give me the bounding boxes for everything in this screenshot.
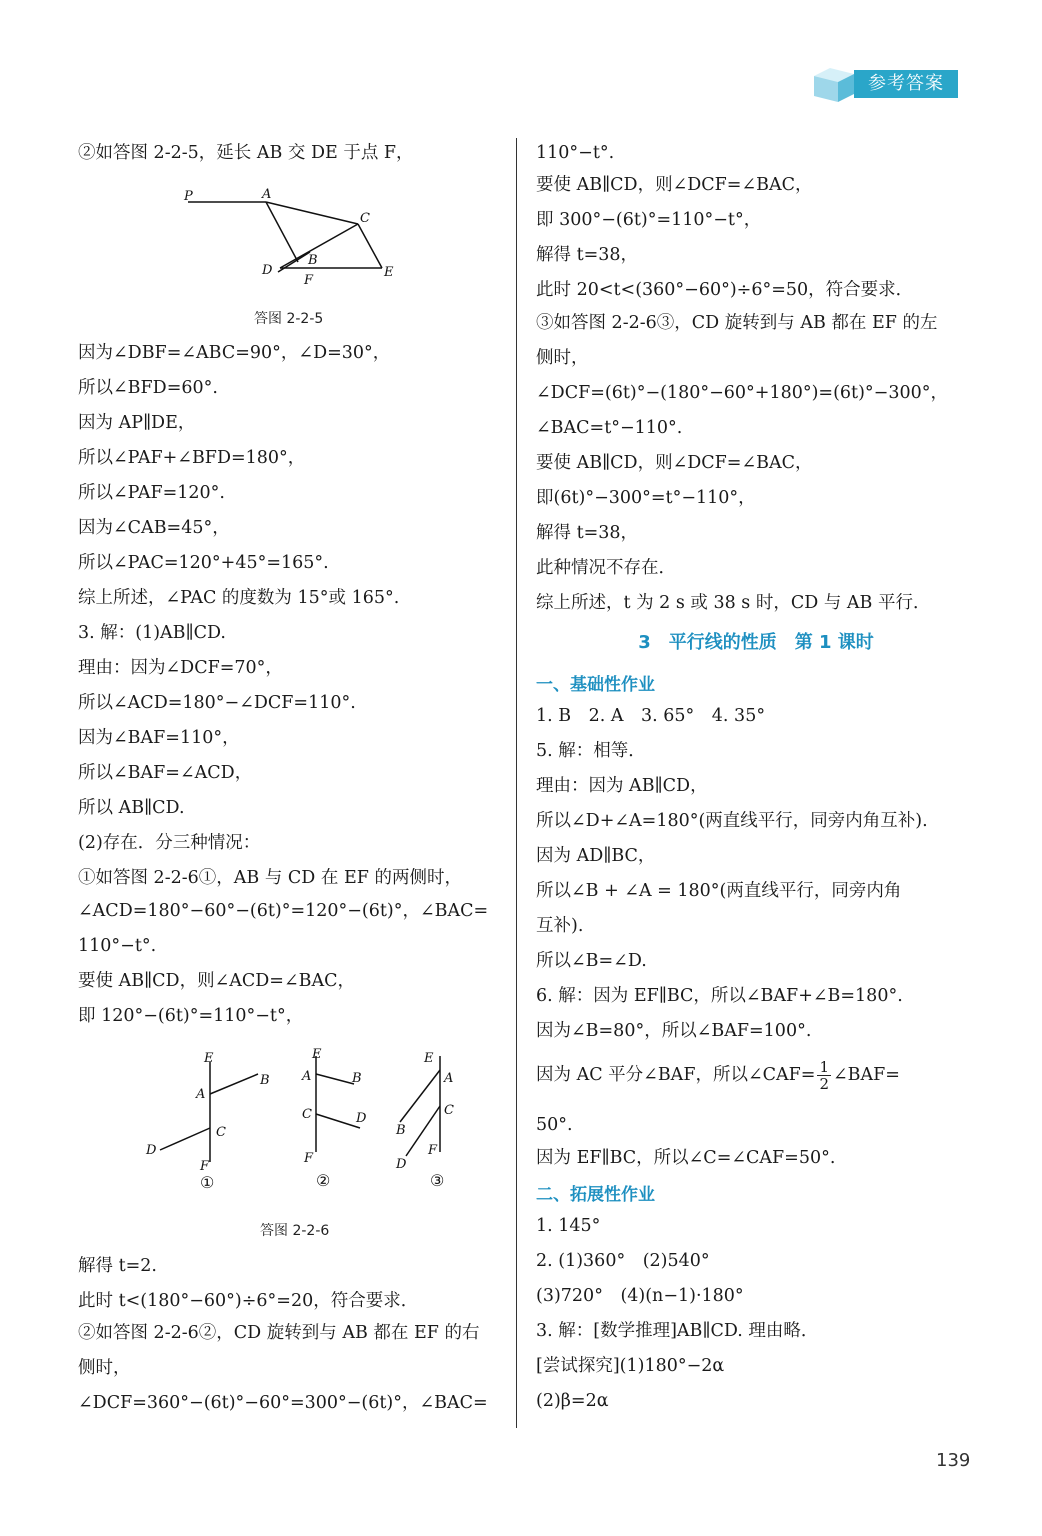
fig2-3-label-f: F — [428, 1143, 438, 1158]
left-line: 因为 AP∥DE， — [78, 413, 196, 433]
right-line: 因为 EF∥BC，所以∠C=∠CAF=50°. — [536, 1148, 836, 1168]
fig2-1-label-b: B — [260, 1073, 270, 1088]
left-line: 所以 AB∥CD. — [78, 798, 185, 818]
fig2-2-label-f: F — [304, 1151, 314, 1166]
fig2-3-number: ③ — [430, 1171, 445, 1190]
fig2-1-label-a: A — [196, 1087, 206, 1102]
right-line: 50°. — [536, 1115, 573, 1135]
page-number: 139 — [936, 1450, 971, 1471]
fig1-label-a: A — [262, 187, 272, 202]
fig1-label-p: P — [184, 189, 193, 204]
left-line: 所以∠BAF=∠ACD， — [78, 763, 253, 783]
left-line: 侧时， — [78, 1358, 131, 1378]
left-line: 所以∠PAF=120°. — [78, 483, 225, 503]
left-line: 3. 解：(1)AB∥CD. — [78, 623, 226, 643]
left-line: 此时 t<(180°−60°)÷6°=20，符合要求． — [78, 1291, 419, 1311]
right-line: 所以∠B=∠D. — [536, 951, 647, 971]
fig2-2-label-c: C — [302, 1107, 312, 1122]
fraction-post: ∠BAF= — [833, 1065, 900, 1085]
right-line: 1. B 2. A 3. 65° 4. 35° — [536, 706, 766, 726]
left-line: 因为∠DBF=∠ABC=90°，∠D=30°， — [78, 343, 391, 363]
fig2-1-number: ① — [200, 1173, 215, 1192]
badge-label: 参考答案 — [854, 70, 958, 98]
right-line: (2)β=2α — [536, 1391, 609, 1411]
fig2-3-label-a: A — [444, 1071, 454, 1086]
left-intro: ②如答图 2-2-5，延长 AB 交 DE 于点 F， — [78, 143, 414, 163]
right-line: 此时 20<t<(360°−60°)÷6°=50，符合要求． — [536, 280, 914, 300]
right-line: 所以∠B + ∠A = 180°(两直线平行，同旁内角 — [536, 881, 902, 901]
fig1-label-c: C — [360, 211, 370, 226]
fraction-line — [536, 1058, 900, 1092]
left-line: 综上所述，∠PAC 的度数为 15°或 165°. — [78, 588, 400, 608]
subsection-basic: 一、基础性作业 — [536, 675, 655, 695]
right-line: 5. 解：相等． — [536, 741, 646, 761]
fig2-1-label-e: E — [204, 1051, 214, 1066]
subsection-extended: 二、拓展性作业 — [536, 1185, 655, 1205]
figure-2-2-6 — [130, 1040, 480, 1200]
left-line: ②如答图 2-2-6②，CD 旋转到与 AB 都在 EF 的右 — [78, 1323, 480, 1343]
section-title: 3 平行线的性质 第 1 课时 — [638, 632, 874, 653]
right-line: 解得 t=38， — [536, 523, 639, 543]
left-line: 解得 t=2. — [78, 1256, 157, 1276]
left-line: 所以∠PAF+∠BFD=180°， — [78, 448, 306, 468]
fig1-label-d: D — [262, 263, 273, 278]
right-line: 因为 AD∥BC， — [536, 846, 656, 866]
right-line: ③如答图 2-2-6③，CD 旋转到与 AB 都在 EF 的左 — [536, 313, 938, 333]
column-divider — [516, 138, 517, 1428]
left-line: 即 120°−(6t)°=110°−t°， — [78, 1006, 304, 1026]
right-line: (3)720° (4)(n−1)·180° — [536, 1286, 744, 1306]
left-line: ①如答图 2-2-6①，AB 与 CD 在 EF 的两侧时， — [78, 868, 462, 888]
right-line: 要使 AB∥CD，则∠DCF=∠BAC， — [536, 453, 813, 473]
left-line: 所以∠PAC=120°+45°=165°. — [78, 553, 329, 573]
fraction-denominator: 2 — [819, 1075, 829, 1093]
left-line: 理由：因为∠DCF=70°， — [78, 658, 283, 678]
fig2-3-label-e: E — [424, 1051, 434, 1066]
left-line: (2)存在．分三种情况： — [78, 833, 261, 853]
right-line: 因为∠B=80°，所以∠BAF=100°. — [536, 1021, 812, 1041]
left-line: 要使 AB∥CD，则∠ACD=∠BAC， — [78, 971, 356, 991]
right-line: 要使 AB∥CD，则∠DCF=∠BAC， — [536, 175, 813, 195]
left-line: ∠DCF=360°−(6t)°−60°=300°−(6t)°，∠BAC= — [78, 1393, 488, 1413]
fig2-1-label-f: F — [200, 1159, 210, 1174]
right-line: 1. 145° — [536, 1216, 601, 1236]
fig1-label-e: E — [384, 265, 394, 280]
left-line: 所以∠BFD=60°. — [78, 378, 218, 398]
right-line: 即 300°−(6t)°=110°−t°， — [536, 210, 762, 230]
fig2-2-number: ② — [316, 1171, 331, 1190]
answer-key-badge — [810, 64, 960, 104]
left-line: 所以∠ACD=180°−∠DCF=110°. — [78, 693, 356, 713]
right-line: 6. 解：因为 EF∥BC，所以∠BAF+∠B=180°. — [536, 986, 903, 1006]
figure-2-2-6-caption: 答图 2-2-6 — [260, 1223, 330, 1239]
fraction — [817, 1059, 831, 1092]
right-line: ∠BAC=t°−110°. — [536, 418, 683, 438]
fig1-label-f: F — [304, 273, 314, 288]
right-line: 解得 t=38， — [536, 245, 639, 265]
fig2-2-label-a: A — [302, 1069, 312, 1084]
figure-2-2-5-caption: 答图 2-2-5 — [254, 311, 324, 327]
fraction-pre: 因为 AC 平分∠BAF，所以∠CAF= — [536, 1065, 816, 1085]
right-line: 互补). — [536, 916, 584, 936]
left-line: ∠ACD=180°−60°−(6t)°=120°−(6t)°，∠BAC= — [78, 901, 489, 921]
figure-2-2-5 — [170, 184, 410, 294]
right-line: [尝试探究](1)180°−2α — [536, 1356, 725, 1376]
right-line: 所以∠D+∠A=180°(两直线平行，同旁内角互补). — [536, 811, 928, 831]
right-line: 侧时， — [536, 348, 589, 368]
fig2-3-label-d: D — [396, 1157, 407, 1172]
right-line: ∠DCF=(6t)°−(180°−60°+180°)=(6t)°−300°， — [536, 383, 948, 403]
fig1-label-b: B — [308, 253, 318, 268]
fig2-2-label-b: B — [352, 1071, 362, 1086]
right-line: 即(6t)°−300°=t°−110°， — [536, 488, 756, 508]
right-line: 理由：因为 AB∥CD， — [536, 776, 708, 796]
left-line: 因为∠BAF=110°， — [78, 728, 240, 748]
right-line: 2. (1)360° (2)540° — [536, 1251, 710, 1271]
right-line: 此种情况不存在． — [536, 558, 676, 578]
right-line: 3. 解：[数学推理]AB∥CD. 理由略． — [536, 1321, 819, 1341]
fig2-2-label-e: E — [312, 1047, 322, 1062]
fig2-3-label-b: B — [396, 1123, 406, 1138]
left-line: 因为∠CAB=45°， — [78, 518, 230, 538]
fig2-1-label-d: D — [146, 1143, 157, 1158]
fraction-numerator: 1 — [819, 1058, 829, 1076]
fig2-1-label-c: C — [216, 1125, 226, 1140]
right-line: 110°−t°. — [536, 143, 615, 163]
fig2-3-label-c: C — [444, 1103, 454, 1118]
right-line: 综上所述，t 为 2 s 或 38 s 时，CD 与 AB 平行． — [536, 593, 931, 613]
left-line: 110°−t°. — [78, 936, 157, 956]
fig2-2-label-d: D — [356, 1111, 367, 1126]
